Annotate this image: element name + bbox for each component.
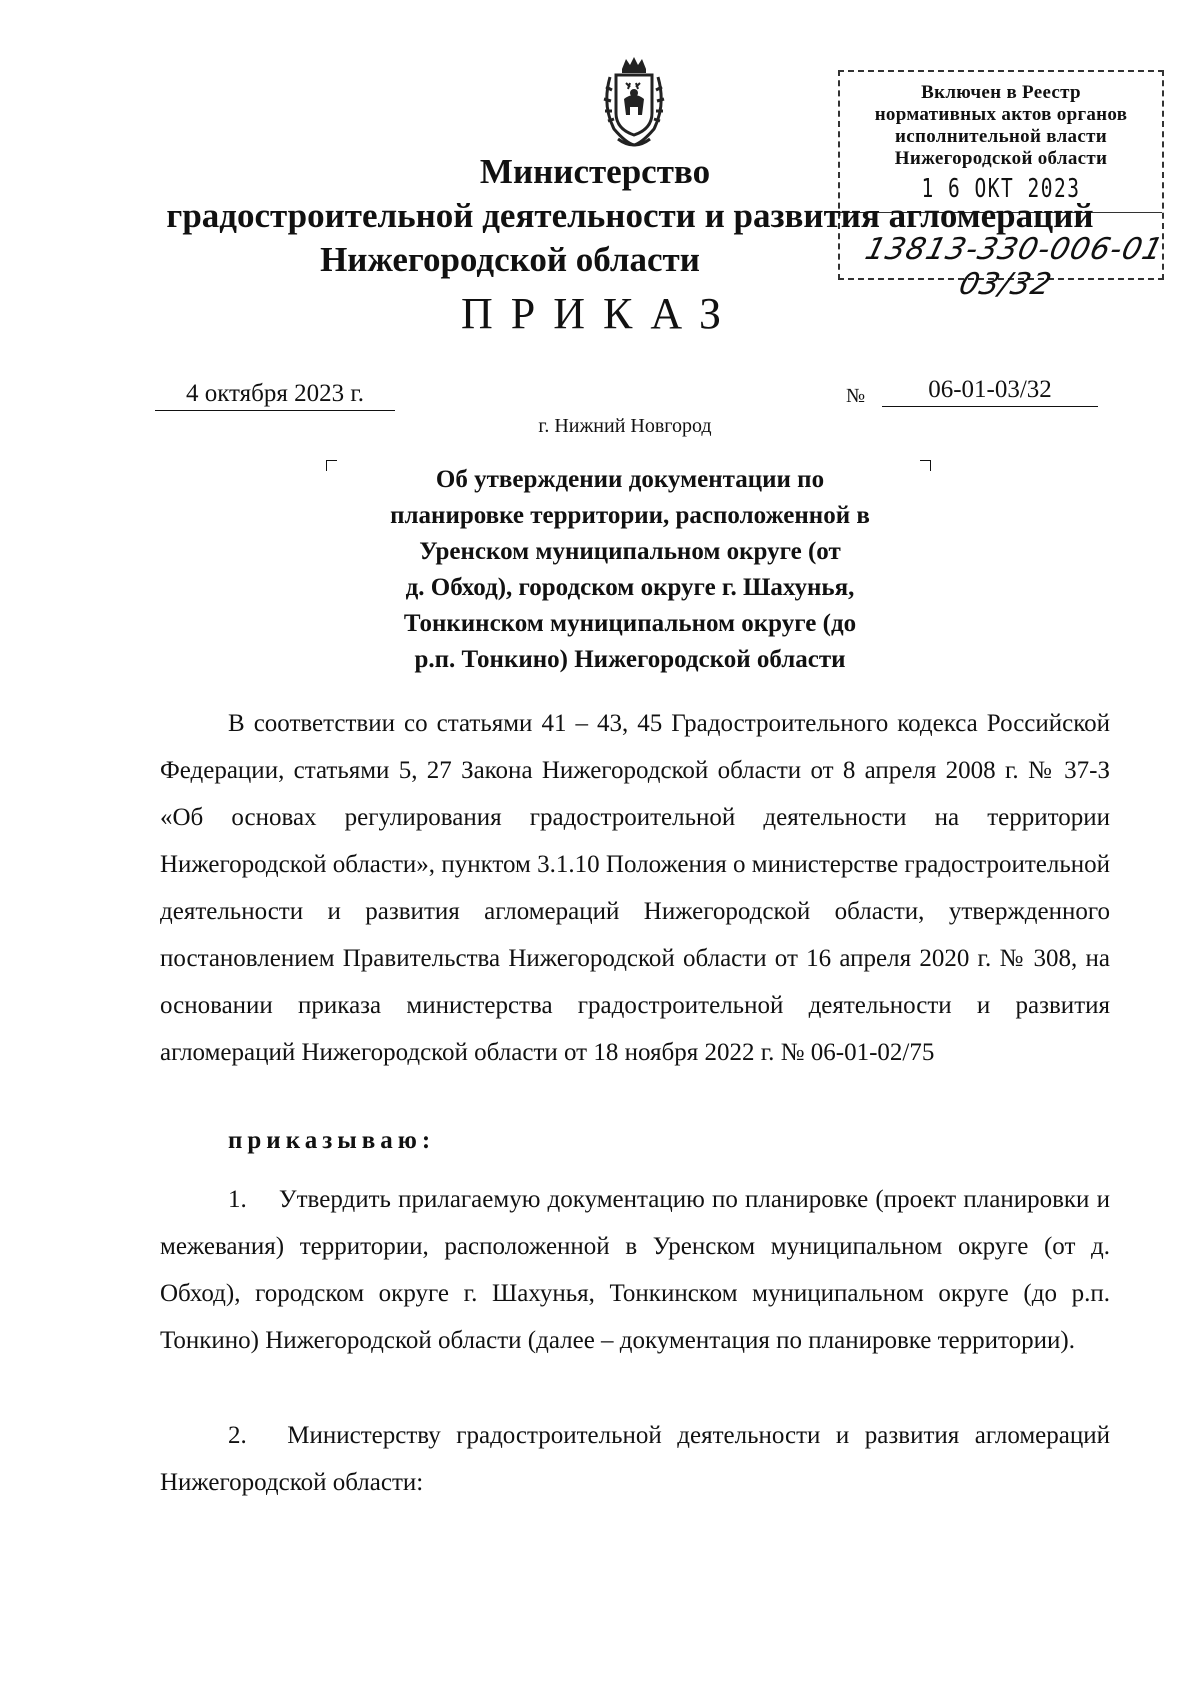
subject-line: планировке территории, расположенной в [390, 502, 870, 529]
document-type-title: ПРИКАЗ [460, 289, 740, 338]
document-subject [330, 462, 930, 678]
stamp-text-line: исполнительной власти [895, 126, 1107, 147]
ministry-heading-line: Нижегородской области [320, 240, 700, 279]
stamp-date: 1 6 ОКТ 2023 [921, 174, 1081, 204]
stamp-registration-number: 13813-330-006-01 03/32 [861, 232, 1168, 302]
subject-line: Об утверждении документации по [435, 466, 825, 493]
document-number-label: № [846, 385, 866, 407]
ministry-heading-line: Министерство [479, 152, 711, 191]
coat-of-arms-emblem [592, 55, 676, 151]
subject-line: д. Обход), городском округе г. Шахунья, [405, 574, 855, 601]
order-item-1: 1. Утвердить прилагаемую документацию по планировке (проект планировки и межевания) территории, расположенной в Уренском муниципальном округе (от д. Обход), городском округе г. Шахунья, Тонкинском муниципальном округе (до р.п. Тонкино) Нижегородской области (далее – документация по планировке территории). [160, 1186, 1110, 1354]
order-word: приказываю: [228, 1127, 436, 1154]
ministry-heading [60, 238, 960, 282]
subject-line: Уренском муниципальном округе (от [419, 538, 841, 565]
document-date: 4 октября 2023 г. [155, 380, 395, 411]
document-number: 06-01-03/32 [882, 376, 1098, 407]
ministry-heading-line: градостроительной деятельности и развития агломераций [166, 196, 1094, 235]
stamp-text-line: Включен в Реестр [921, 82, 1081, 103]
subject-line: р.п. Тонкино) Нижегородской области [414, 646, 846, 673]
stamp-text-line: Нижегородской области [894, 148, 1108, 169]
ministry-heading [120, 150, 1080, 194]
preamble-paragraph: В соответствии со статьями 41 – 43, 45 Градостроительного кодекса Российской Федерации, статьями 5, 27 Закона Нижегородской области от 8 апреля 2008 г. № 37-З «Об основах регулирования градостроительной деятельности на территории Нижегородской области», пунктом 3.1.10 Положения о министерстве градостроительной деятельности и развития агломераций Нижегородской области, утвержденного постановлением Правительства Нижегородской области от 16 апреля 2020 г. № 308, на основании приказа министерства градостроительной деятельности и развития агломераций Нижегородской области от 18 ноября 2022 г. № 06-01-02/75 [160, 710, 1110, 1066]
subject-line: Тонкинском муниципальном округе (до [403, 610, 857, 637]
stamp-text-line: нормативных актов органов [874, 104, 1128, 125]
order-item-2: 2. Министерству градостроительной деятельности и развития агломераций Нижегородской области: [160, 1422, 1110, 1496]
ministry-heading [140, 194, 1120, 238]
document-city: г. Нижний Новгород [538, 415, 712, 437]
